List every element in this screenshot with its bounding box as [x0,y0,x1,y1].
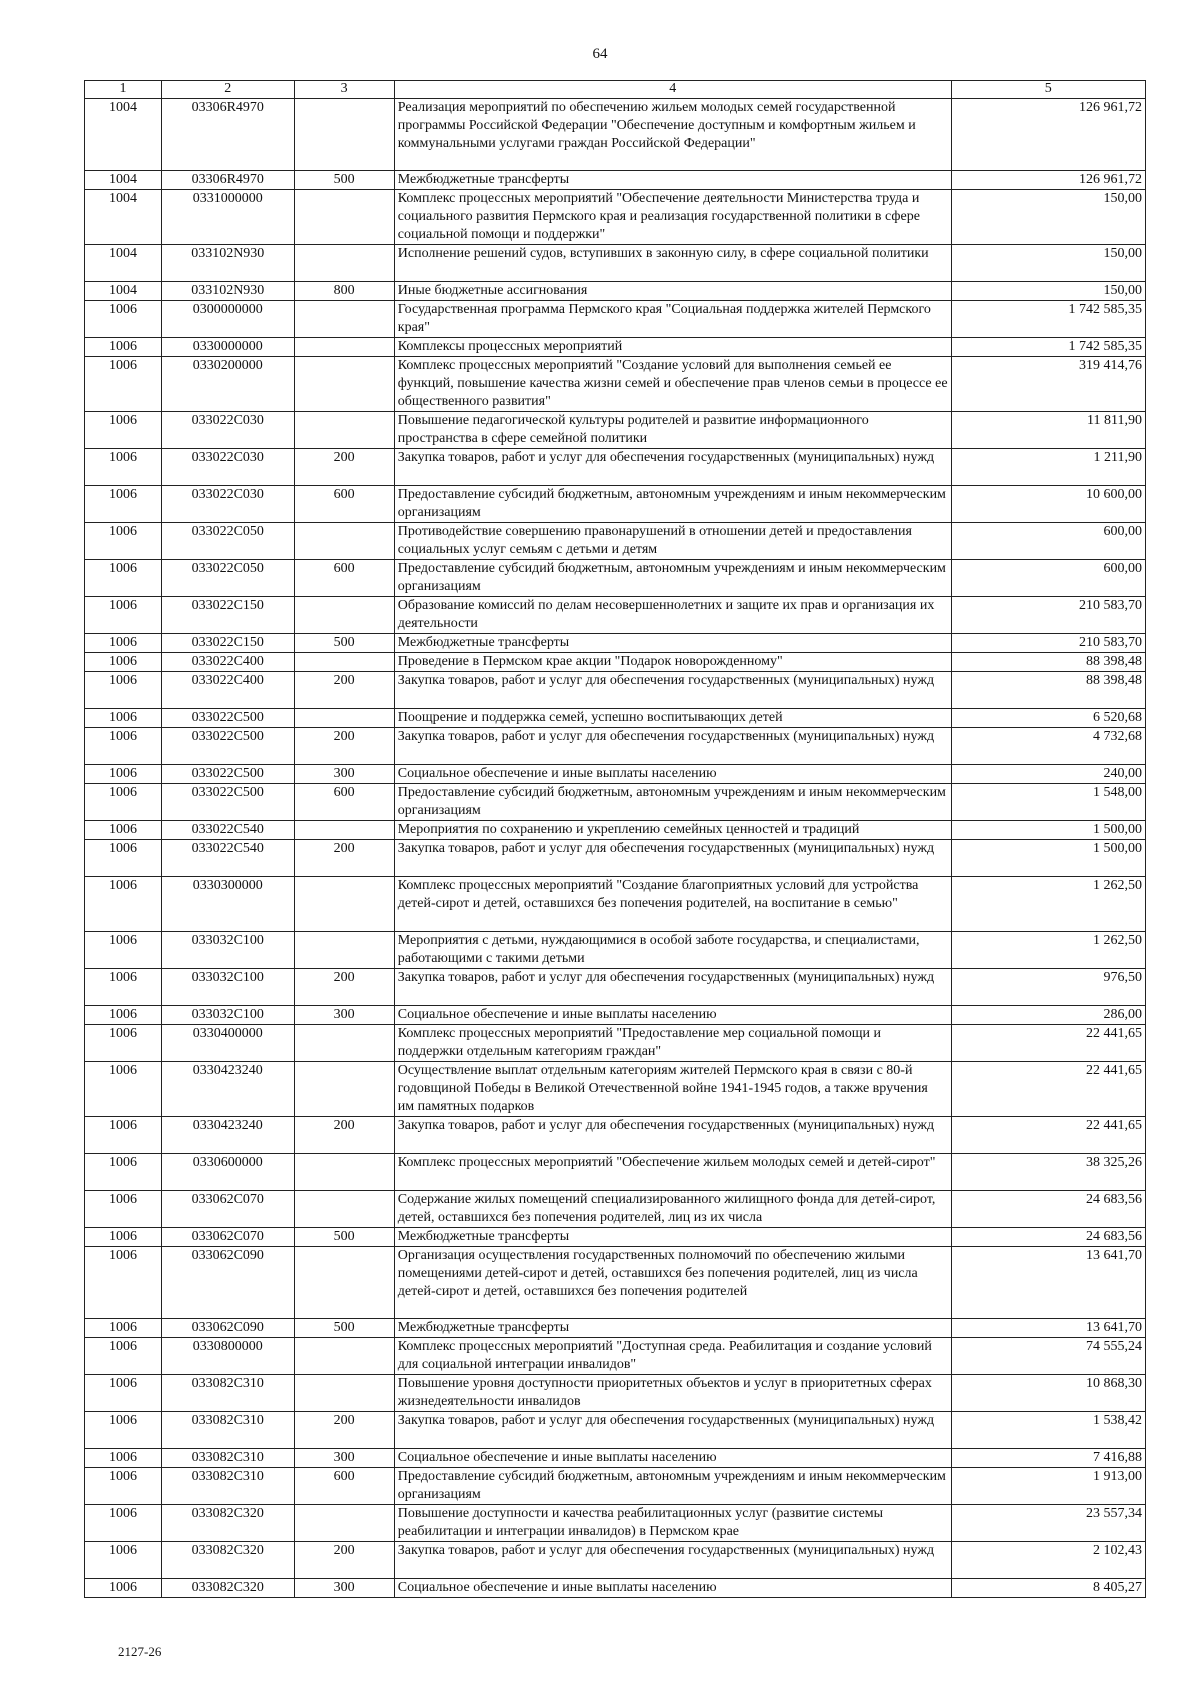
expense-kind-cell: 300 [294,1579,394,1598]
target-code-cell: 033082C310 [161,1449,294,1468]
target-code-cell: 033032C100 [161,969,294,1006]
header-col-4: 4 [394,81,951,99]
item-name-cell: Повышение доступности и качества реабилитационных услуг (развитие системы реабилитации и интеграции инвалидов) в Пермском крае [394,1505,951,1542]
amount-cell: 22 441,65 [951,1025,1145,1062]
target-code-cell: 033102N930 [161,282,294,301]
amount-cell: 150,00 [951,282,1145,301]
header-col-1: 1 [85,81,162,99]
expense-kind-cell [294,1375,394,1412]
item-name-cell: Предоставление субсидий бюджетным, автономным учреждениям и иным некоммерческим организациям [394,1468,951,1505]
amount-cell: 1 500,00 [951,821,1145,840]
section-code-cell: 1006 [85,1468,162,1505]
expense-kind-cell: 200 [294,1542,394,1579]
target-code-cell: 033022C030 [161,412,294,449]
section-code-cell: 1006 [85,653,162,672]
table-row [85,821,1146,840]
target-code-cell: 033022C500 [161,709,294,728]
section-code-cell: 1006 [85,338,162,357]
expense-kind-cell: 200 [294,969,394,1006]
target-code-cell: 03306R4970 [161,171,294,190]
amount-cell: 13 641,70 [951,1247,1145,1319]
target-code-cell: 0330300000 [161,877,294,932]
amount-cell: 210 583,70 [951,634,1145,653]
expense-kind-cell [294,99,394,171]
section-code-cell: 1006 [85,1319,162,1338]
expense-kind-cell [294,709,394,728]
expense-kind-cell [294,1338,394,1375]
amount-cell: 1 262,50 [951,877,1145,932]
target-code-cell: 033022C030 [161,449,294,486]
expense-kind-cell: 600 [294,560,394,597]
item-name-cell: Осуществление выплат отдельным категориям жителей Пермского края в связи с 80-й годовщиной Победы в Великой Отечественной войне 1941-1945 годов, а также вручения им памятных подарков [394,1062,951,1117]
header-col-5: 5 [951,81,1145,99]
section-code-cell: 1006 [85,672,162,709]
section-code-cell: 1006 [85,523,162,560]
section-code-cell: 1006 [85,357,162,412]
item-name-cell: Межбюджетные трансферты [394,1319,951,1338]
amount-cell: 6 520,68 [951,709,1145,728]
target-code-cell: 033022C400 [161,653,294,672]
target-code-cell: 033022C150 [161,634,294,653]
table-row [85,523,1146,560]
item-name-cell: Исполнение решений судов, вступивших в законную силу, в сфере социальной политики [394,245,951,282]
target-code-cell: 033062C090 [161,1247,294,1319]
item-name-cell: Повышение уровня доступности приоритетных объектов и услуг в приоритетных сферах жизнедеятельности инвалидов [394,1375,951,1412]
amount-cell: 88 398,48 [951,672,1145,709]
target-code-cell: 033022C050 [161,523,294,560]
section-code-cell: 1006 [85,840,162,877]
expense-kind-cell: 200 [294,1117,394,1154]
section-code-cell: 1006 [85,1006,162,1025]
amount-cell: 240,00 [951,765,1145,784]
item-name-cell: Повышение педагогической культуры родителей и развитие информационного пространства в сфере семейной политики [394,412,951,449]
table-row [85,765,1146,784]
target-code-cell: 0300000000 [161,301,294,338]
expense-kind-cell [294,338,394,357]
table-row [85,1579,1146,1598]
table-row [85,560,1146,597]
expense-kind-cell: 300 [294,765,394,784]
expense-kind-cell [294,597,394,634]
item-name-cell: Комплексы процессных мероприятий [394,338,951,357]
expense-kind-cell [294,821,394,840]
amount-cell: 2 102,43 [951,1542,1145,1579]
table-row [85,728,1146,765]
item-name-cell: Межбюджетные трансферты [394,634,951,653]
amount-cell: 1 548,00 [951,784,1145,821]
target-code-cell: 033082C320 [161,1579,294,1598]
section-code-cell: 1006 [85,765,162,784]
table-row [85,171,1146,190]
table-row [85,412,1146,449]
table-row [85,1025,1146,1062]
item-name-cell: Социальное обеспечение и иные выплаты населению [394,1006,951,1025]
table-row [85,486,1146,523]
expense-kind-cell [294,1025,394,1062]
item-name-cell: Предоставление субсидий бюджетным, автономным учреждениям и иным некоммерческим организациям [394,784,951,821]
amount-cell: 74 555,24 [951,1338,1145,1375]
section-code-cell: 1006 [85,597,162,634]
expense-kind-cell [294,877,394,932]
target-code-cell: 033062C070 [161,1191,294,1228]
item-name-cell: Реализация мероприятий по обеспечению жильем молодых семей государственной программы Российской Федерации "Обеспечение доступным и комфортным жильем и коммунальными услугами граждан Российской Федерации" [394,99,951,171]
target-code-cell: 0330600000 [161,1154,294,1191]
section-code-cell: 1006 [85,1117,162,1154]
expense-kind-cell: 200 [294,449,394,486]
amount-cell: 24 683,56 [951,1191,1145,1228]
amount-cell: 600,00 [951,523,1145,560]
target-code-cell: 033022C540 [161,821,294,840]
amount-cell: 10 600,00 [951,486,1145,523]
table-row [85,1449,1146,1468]
item-name-cell: Противодействие совершению правонарушений в отношении детей и предоставления социальных услуг семьям с детьми и детям [394,523,951,560]
amount-cell: 7 416,88 [951,1449,1145,1468]
target-code-cell: 033032C100 [161,932,294,969]
target-code-cell: 033062C090 [161,1319,294,1338]
table-row [85,634,1146,653]
section-code-cell: 1004 [85,245,162,282]
table-row [85,1154,1146,1191]
table-row [85,840,1146,877]
expense-kind-cell: 600 [294,784,394,821]
item-name-cell: Комплекс процессных мероприятий "Предоставление мер социальной помощи и поддержки отдельным категориям граждан" [394,1025,951,1062]
item-name-cell: Закупка товаров, работ и услуг для обеспечения государственных (муниципальных) нужд [394,449,951,486]
table-row [85,784,1146,821]
expense-kind-cell [294,1191,394,1228]
section-code-cell: 1004 [85,171,162,190]
target-code-cell: 0330800000 [161,1338,294,1375]
section-code-cell: 1006 [85,932,162,969]
table-row [85,672,1146,709]
section-code-cell: 1006 [85,1025,162,1062]
table-row [85,449,1146,486]
amount-cell: 23 557,34 [951,1505,1145,1542]
item-name-cell: Комплекс процессных мероприятий "Создание условий для выполнения семьей ее функций, повышение качества жизни семей и обеспечение прав членов семьи в процессе ее общественного развития" [394,357,951,412]
table-row [85,1542,1146,1579]
target-code-cell: 033102N930 [161,245,294,282]
item-name-cell: Организация осуществления государственных полномочий по обеспечению жилыми помещениями детей-сирот и детей, оставшихся без попечения родителей, лиц из числа детей-сирот и детей, оставшихся без попечения родителей [394,1247,951,1319]
expense-kind-cell [294,1505,394,1542]
item-name-cell: Закупка товаров, работ и услуг для обеспечения государственных (муниципальных) нужд [394,1117,951,1154]
expense-kind-cell: 600 [294,1468,394,1505]
table-header [85,81,1146,99]
expense-kind-cell [294,412,394,449]
expense-kind-cell: 500 [294,1228,394,1247]
expense-kind-cell [294,653,394,672]
header-col-3: 3 [294,81,394,99]
item-name-cell: Закупка товаров, работ и услуг для обеспечения государственных (муниципальных) нужд [394,1542,951,1579]
section-code-cell: 1006 [85,1412,162,1449]
target-code-cell: 0330423240 [161,1062,294,1117]
section-code-cell: 1004 [85,190,162,245]
target-code-cell: 0330423240 [161,1117,294,1154]
item-name-cell: Предоставление субсидий бюджетным, автономным учреждениям и иным некоммерческим организациям [394,486,951,523]
expense-kind-cell [294,1154,394,1191]
target-code-cell: 033082C320 [161,1542,294,1579]
item-name-cell: Содержание жилых помещений специализированного жилищного фонда для детей-сирот, детей, оставшихся без попечения родителей, лиц из их числа [394,1191,951,1228]
target-code-cell: 033022C150 [161,597,294,634]
target-code-cell: 033032C100 [161,1006,294,1025]
header-row [85,81,1146,99]
item-name-cell: Государственная программа Пермского края "Социальная поддержка жителей Пермского края" [394,301,951,338]
table-row [85,1338,1146,1375]
expense-kind-cell: 500 [294,634,394,653]
amount-cell: 1 538,42 [951,1412,1145,1449]
target-code-cell: 0331000000 [161,190,294,245]
target-code-cell: 033062C070 [161,1228,294,1247]
table-row [85,1375,1146,1412]
target-code-cell: 033022C500 [161,765,294,784]
item-name-cell: Закупка товаров, работ и услуг для обеспечения государственных (муниципальных) нужд [394,728,951,765]
section-code-cell: 1006 [85,1338,162,1375]
section-code-cell: 1006 [85,1375,162,1412]
section-code-cell: 1006 [85,1228,162,1247]
section-code-cell: 1006 [85,1247,162,1319]
item-name-cell: Предоставление субсидий бюджетным, автономным учреждениям и иным некоммерческим организациям [394,560,951,597]
section-code-cell: 1006 [85,560,162,597]
expense-kind-cell: 500 [294,171,394,190]
table-row [85,1191,1146,1228]
section-code-cell: 1006 [85,821,162,840]
section-code-cell: 1006 [85,486,162,523]
amount-cell: 1 211,90 [951,449,1145,486]
item-name-cell: Проведение в Пермском крае акции "Подарок новорожденному" [394,653,951,672]
expense-kind-cell: 300 [294,1006,394,1025]
item-name-cell: Образование комиссий по делам несовершеннолетних и защите их прав и организация их деятельности [394,597,951,634]
amount-cell: 4 732,68 [951,728,1145,765]
footer-code: 2127-26 [118,1644,162,1659]
table-row [85,1319,1146,1338]
target-code-cell: 033022C500 [161,784,294,821]
table-row [85,1006,1146,1025]
amount-cell: 13 641,70 [951,1319,1145,1338]
expense-kind-cell [294,301,394,338]
table-row [85,877,1146,932]
section-code-cell: 1006 [85,969,162,1006]
expense-kind-cell: 200 [294,672,394,709]
section-code-cell: 1006 [85,412,162,449]
amount-cell: 1 913,00 [951,1468,1145,1505]
section-code-cell: 1006 [85,1191,162,1228]
amount-cell: 1 262,50 [951,932,1145,969]
table-row [85,338,1146,357]
expense-kind-cell: 300 [294,1449,394,1468]
expense-kind-cell: 200 [294,728,394,765]
section-code-cell: 1006 [85,1154,162,1191]
expense-kind-cell [294,357,394,412]
target-code-cell: 033082C320 [161,1505,294,1542]
table-row [85,932,1146,969]
section-code-cell: 1004 [85,99,162,171]
section-code-cell: 1006 [85,301,162,338]
amount-cell: 24 683,56 [951,1228,1145,1247]
target-code-cell: 03306R4970 [161,99,294,171]
target-code-cell: 033022C050 [161,560,294,597]
item-name-cell: Социальное обеспечение и иные выплаты населению [394,1449,951,1468]
table-row [85,1468,1146,1505]
amount-cell: 1 500,00 [951,840,1145,877]
table-row [85,969,1146,1006]
section-code-cell: 1006 [85,1449,162,1468]
table-row [85,301,1146,338]
table-row [85,282,1146,301]
amount-cell: 38 325,26 [951,1154,1145,1191]
expense-kind-cell [294,932,394,969]
section-code-cell: 1006 [85,1062,162,1117]
amount-cell: 150,00 [951,190,1145,245]
target-code-cell: 0330200000 [161,357,294,412]
target-code-cell: 033022C030 [161,486,294,523]
target-code-cell: 033082C310 [161,1412,294,1449]
table-row [85,1505,1146,1542]
expense-kind-cell [294,190,394,245]
table-row [85,1412,1146,1449]
target-code-cell: 033082C310 [161,1468,294,1505]
amount-cell: 22 441,65 [951,1062,1145,1117]
section-code-cell: 1006 [85,1505,162,1542]
header-col-2: 2 [161,81,294,99]
budget-table [84,80,1146,1598]
section-code-cell: 1006 [85,728,162,765]
amount-cell: 10 868,30 [951,1375,1145,1412]
amount-cell: 8 405,27 [951,1579,1145,1598]
item-name-cell: Комплекс процессных мероприятий "Создание благоприятных условий для устройства детей-сирот и детей, оставшихся без попечения родителей, на воспитание в семью" [394,877,951,932]
amount-cell: 22 441,65 [951,1117,1145,1154]
table-row [85,709,1146,728]
section-code-cell: 1006 [85,1579,162,1598]
expense-kind-cell: 500 [294,1319,394,1338]
table-body [85,99,1146,1598]
target-code-cell: 033082C310 [161,1375,294,1412]
section-code-cell: 1006 [85,784,162,821]
table-row [85,1247,1146,1319]
section-code-cell: 1006 [85,877,162,932]
expense-kind-cell: 800 [294,282,394,301]
target-code-cell: 0330000000 [161,338,294,357]
table-row [85,357,1146,412]
amount-cell: 126 961,72 [951,171,1145,190]
table-row [85,1228,1146,1247]
item-name-cell: Комплекс процессных мероприятий "Обеспечение жильем молодых семей и детей-сирот" [394,1154,951,1191]
amount-cell: 1 742 585,35 [951,301,1145,338]
item-name-cell: Мероприятия с детьми, нуждающимися в особой заботе государства, и специалистами, работающими с такими детьми [394,932,951,969]
table-row [85,190,1146,245]
target-code-cell: 033022C500 [161,728,294,765]
section-code-cell: 1006 [85,634,162,653]
expense-kind-cell [294,1062,394,1117]
item-name-cell: Закупка товаров, работ и услуг для обеспечения государственных (муниципальных) нужд [394,840,951,877]
section-code-cell: 1004 [85,282,162,301]
section-code-cell: 1006 [85,709,162,728]
item-name-cell: Комплекс процессных мероприятий "Доступная среда. Реабилитация и создание условий для социальной интеграции инвалидов" [394,1338,951,1375]
amount-cell: 11 811,90 [951,412,1145,449]
expense-kind-cell [294,523,394,560]
item-name-cell: Межбюджетные трансферты [394,171,951,190]
amount-cell: 126 961,72 [951,99,1145,171]
expense-kind-cell: 200 [294,1412,394,1449]
amount-cell: 210 583,70 [951,597,1145,634]
item-name-cell: Закупка товаров, работ и услуг для обеспечения государственных (муниципальных) нужд [394,1412,951,1449]
amount-cell: 600,00 [951,560,1145,597]
section-code-cell: 1006 [85,1542,162,1579]
table-row [85,245,1146,282]
item-name-cell: Поощрение и поддержка семей, успешно воспитывающих детей [394,709,951,728]
amount-cell: 88 398,48 [951,653,1145,672]
item-name-cell: Закупка товаров, работ и услуг для обеспечения государственных (муниципальных) нужд [394,672,951,709]
table-row [85,99,1146,171]
table-row [85,653,1146,672]
item-name-cell: Социальное обеспечение и иные выплаты населению [394,765,951,784]
amount-cell: 976,50 [951,969,1145,1006]
amount-cell: 319 414,76 [951,357,1145,412]
section-code-cell: 1006 [85,449,162,486]
expense-kind-cell: 200 [294,840,394,877]
target-code-cell: 0330400000 [161,1025,294,1062]
item-name-cell: Социальное обеспечение и иные выплаты населению [394,1579,951,1598]
item-name-cell: Комплекс процессных мероприятий "Обеспечение деятельности Министерства труда и социального развития Пермского края и реализация государственной политики в сфере социальной помощи и поддержки" [394,190,951,245]
table-row [85,1062,1146,1117]
page-number: 64 [592,46,608,62]
table-row [85,597,1146,634]
expense-kind-cell [294,245,394,282]
amount-cell: 1 742 585,35 [951,338,1145,357]
amount-cell: 150,00 [951,245,1145,282]
amount-cell: 286,00 [951,1006,1145,1025]
table-row [85,1117,1146,1154]
target-code-cell: 033022C400 [161,672,294,709]
expense-kind-cell [294,1247,394,1319]
item-name-cell: Закупка товаров, работ и услуг для обеспечения государственных (муниципальных) нужд [394,969,951,1006]
item-name-cell: Межбюджетные трансферты [394,1228,951,1247]
item-name-cell: Мероприятия по сохранению и укреплению семейных ценностей и традиций [394,821,951,840]
target-code-cell: 033022C540 [161,840,294,877]
expense-kind-cell: 600 [294,486,394,523]
item-name-cell: Иные бюджетные ассигнования [394,282,951,301]
